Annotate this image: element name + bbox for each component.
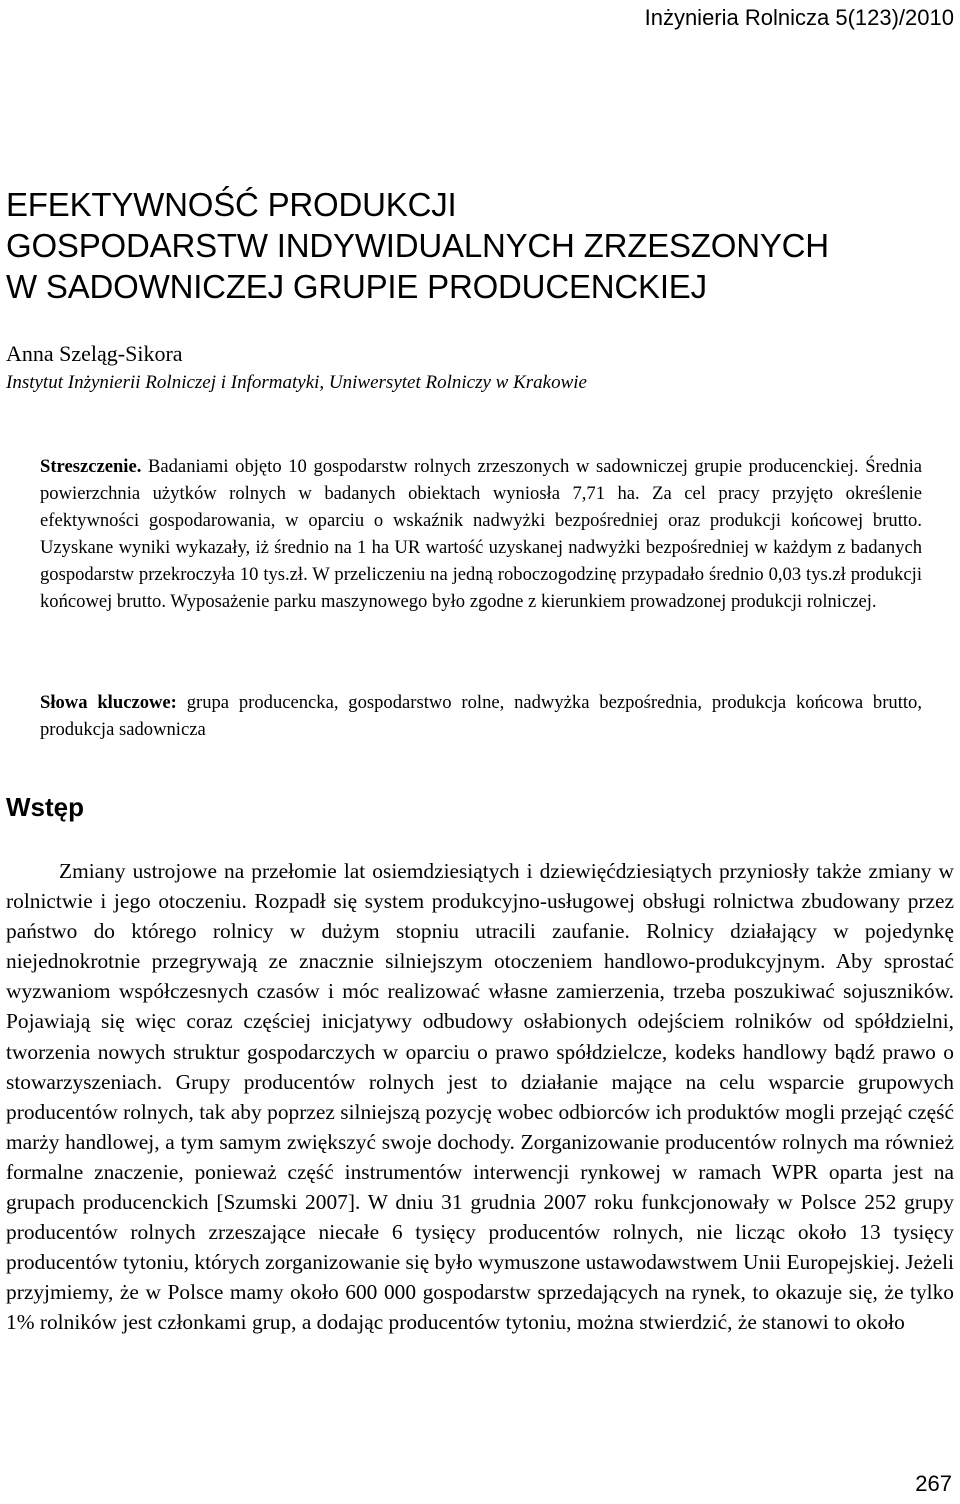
abstract-label: Streszczenie. <box>40 456 142 477</box>
keywords <box>40 690 922 744</box>
keywords-label: Słowa kluczowe: <box>40 692 177 713</box>
title-line-1: EFEKTYWNOŚĆ PRODUKCJI <box>6 186 457 223</box>
body-paragraph: Zmiany ustrojowe na przełomie lat osiemdziesiątych i dziewięćdziesiątych przyniosły także zmiany w rolnictwie i jego otoczeniu. Rozpadł się system produkcyjno-usługowej obsługi rolnictwa zbudowany przez państwo do którego rolnicy w dużym stopniu utracili zaufanie. Rolnicy działający w pojedynkę niejednokrotnie przegrywają ze znacznie silniejszym otoczeniem handlowo-produkcyjnym. Aby sprostać wyzwaniom współczesnych czasów i móc realizować własne zamierzenia, trzeba poszukiwać sojuszników. Pojawiają się więc coraz częściej inicjatywy odbudowy osłabionych odejściem rolników od spółdzielni, tworzenia nowych struktur gospodarczych w oparciu o prawo spółdzielcze, kodeks handlowy bądź prawo o stowarzyszeniach. Grupy producentów rolnych jest to działanie mające na celu wsparcie grupowych producentów rolnych, tak aby poprzez silniejszą pozycję wobec odbiorców ich produktów mogli przejąć część marży handlowej, a tym samym zwiększyć swoje dochody. Zorganizowanie producentów rolnych ma również formalne znaczenie, ponieważ część instrumentów interwencji rynkowej w ramach WPR oparta jest na grupach producenckich [Szumski 2007]. W dniu 31 grudnia 2007 roku funkcjonowały w Polsce 252 grupy producentów rolnych zrzeszające niecałe 6 tysięcy producentów rolnych, nie licząc około 13 tysięcy producentów tytoniu, których zorganizowanie się było wymuszone ustawodawstwem Unii Europejskiej. Jeżeli przyjmiemy, że w Polsce mamy około 600 000 gospodarstw sprzedających na rynek, to okazuje się, że tylko 1% rolników jest członkami grup, a dodając producentów tytoniu, można stwierdzić, że stanowi to około <box>6 859 954 1335</box>
abstract <box>40 454 922 615</box>
author-affiliation: Instytut Inżynierii Rolniczej i Informatyki, Uniwersytet Rolniczy w Krakowie <box>6 372 587 393</box>
section-heading: Wstęp <box>6 792 84 822</box>
article-title <box>6 184 946 307</box>
title-line-2: GOSPODARSTW INDYWIDUALNYCH ZRZESZONYCH <box>6 227 829 264</box>
title-line-3: W SADOWNICZEJ GRUPIE PRODUCENCKIEJ <box>6 268 707 305</box>
abstract-text: Badaniami objęto 10 gospodarstw rolnych zrzeszonych w sadowniczej grupie producenckiej. Średnia powierzchnia użytków rolnych w badanych obiektach wyniosła 7,71 ha. Za cel pracy przyjęto określenie efektywności gospodarowania, w oparciu o wskaźnik nadwyżki bezpośredniej oraz produkcji końcowej brutto. Uzyskane wyniki wykazały, iż średnio na 1 ha UR wartość uzyskanej nadwyżki bezpośredniej w każdym z badanych gospodarstw przekroczyła 10 tys.zł. W przeliczeniu na jedną roboczogodzinę przypadało średnio 0,03 tys.zł produkcji końcowej brutto. Wyposażenie parku maszynowego było zgodne z kierunkiem prowadzonej produkcji rolniczej. <box>40 456 922 612</box>
journal-header: Inżynieria Rolnicza 5(123)/2010 <box>644 5 954 30</box>
page-number: 267 <box>915 1471 952 1496</box>
author-name: Anna Szeląg-Sikora <box>6 341 183 366</box>
keywords-text: grupa producencka, gospodarstwo rolne, nadwyżka bezpośrednia, produkcja końcowa brutto, produkcja sadownicza <box>40 692 922 740</box>
